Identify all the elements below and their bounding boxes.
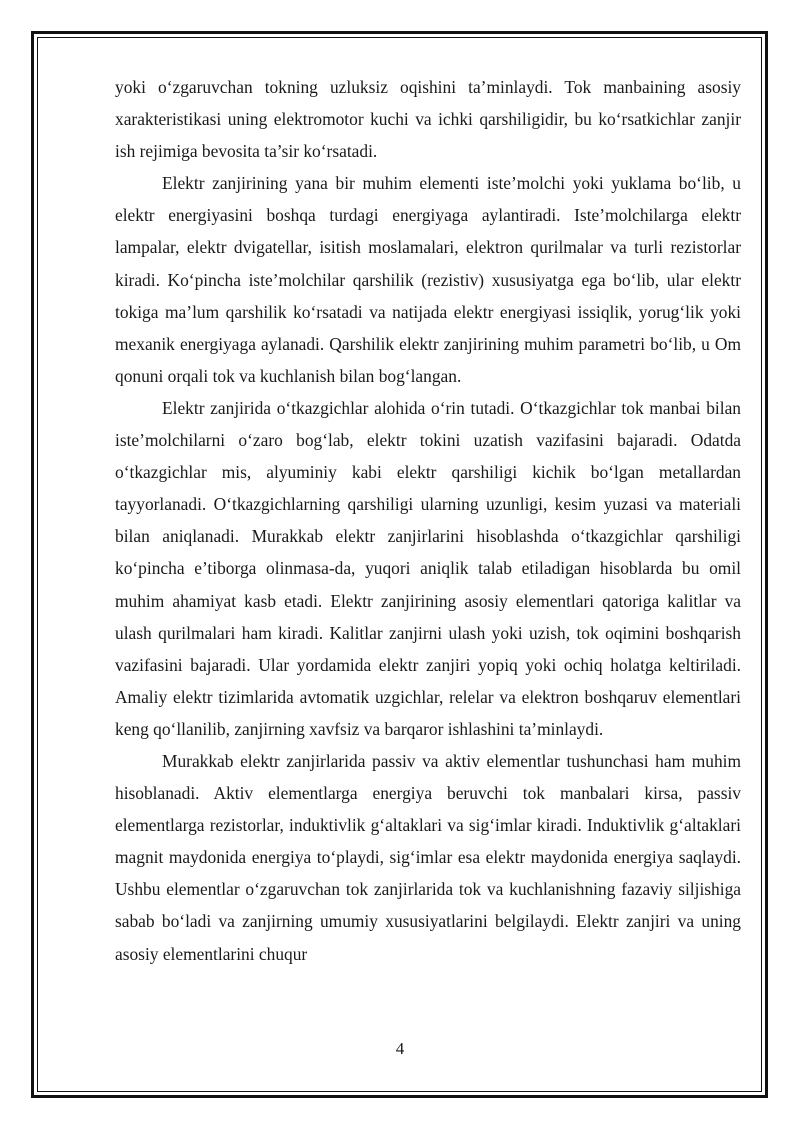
paragraph-1: yoki o‘zgaruvchan tokning uzluksiz oqishini ta’minlaydi. Tok manbaining asosiy xarakteristikasi uning elektromotor kuchi va ichki qarshiligidir, bu ko‘rsatkichlar zanjir ish rejimiga bevosita ta’sir ko‘rsatadi.	[115, 77, 741, 162]
paragraph-3: Elektr zanjirida o‘tkazgichlar alohida o‘rin tutadi. O‘tkazgichlar tok manbai bilan iste’molchilarni o‘zaro bog‘lab, elektr tokini uzatish vazifasini bajaradi. Odatda o‘tkazgichlar mis, alyuminiy kabi elektr qarshiligi kichik bo‘lgan metallardan tayyorlanadi. O‘tkazgichlarning qarshiligi ularning uzunligi, kesim yuzasi va materiali bilan aniqlanadi. Murakkab elektr zanjirlarini hisoblashda o‘tkazgichlar qarshiligi ko‘pincha e’tiborga olinmasa-da, yuqori aniqlik talab etiladigan hisoblarda bu omil muhim ahamiyat kasb etadi. Elektr zanjirining asosiy elementlari qatoriga kalitlar va ulash qurilmalari ham kiradi. Kalitlar zanjirni ulash yoki uzish, tok oqimini boshqarish vazifasini bajaradi. Ular yordamida elektr zanjiri yopiq yoki ochiq holatga keltiriladi. Amaliy elektr tizimlarida avtomatik uzgichlar, relelar va elektron boshqaruv elementlari keng qo‘llanilib, zanjirning xavfsiz va barqaror ishlashini ta’minlaydi.	[115, 397, 741, 739]
paragraph-2: Elektr zanjirining yana bir muhim elementi iste’molchi yoki yuklama bo‘lib, u elektr energiyasini boshqa turdagi energiyaga aylantiradi. Iste’molchilarga elektr lampalar, elektr dvigatellar, isitish moslamalari, elektron qurilmalar va turli rezistorlar kiradi. Ko‘pincha iste’molchilar qarshilik (rezistiv) xususiyatga ega bo‘lib, ular elektr tokiga ma’lum qarshilik ko‘rsatadi va natijada elektr energiyasi issiqlik, yorug‘lik yoki mexanik energiyaga aylanadi. Qarshilik elektr zanjirining muhim parametri bo‘lib, u Om qonuni orqali tok va kuchlanish bilan bog‘langan.	[115, 173, 741, 386]
document-body	[115, 71, 741, 970]
page-number: 4	[395, 1039, 405, 1058]
paragraph-4: Murakkab elektr zanjirlarida passiv va aktiv elementlar tushunchasi ham muhim hisoblanadi. Aktiv elementlarga energiya beruvchi tok manbalari kirsa, passiv elementlarga rezistorlar, induktivlik g‘altaklari va sig‘imlar kiradi. Induktivlik g‘altaklari magnit maydonida energiya to‘playdi, sig‘imlar esa elektr maydonida energiya saqlaydi. Ushbu elementlar o‘zgaruvchan tok zanjirlarida tok va kuchlanishning fazaviy siljishiga sabab bo‘ladi va zanjirning umumiy xususiyatlarini belgilaydi. Elektr zanjiri va uning asosiy elementlarini chuqur	[115, 750, 741, 964]
